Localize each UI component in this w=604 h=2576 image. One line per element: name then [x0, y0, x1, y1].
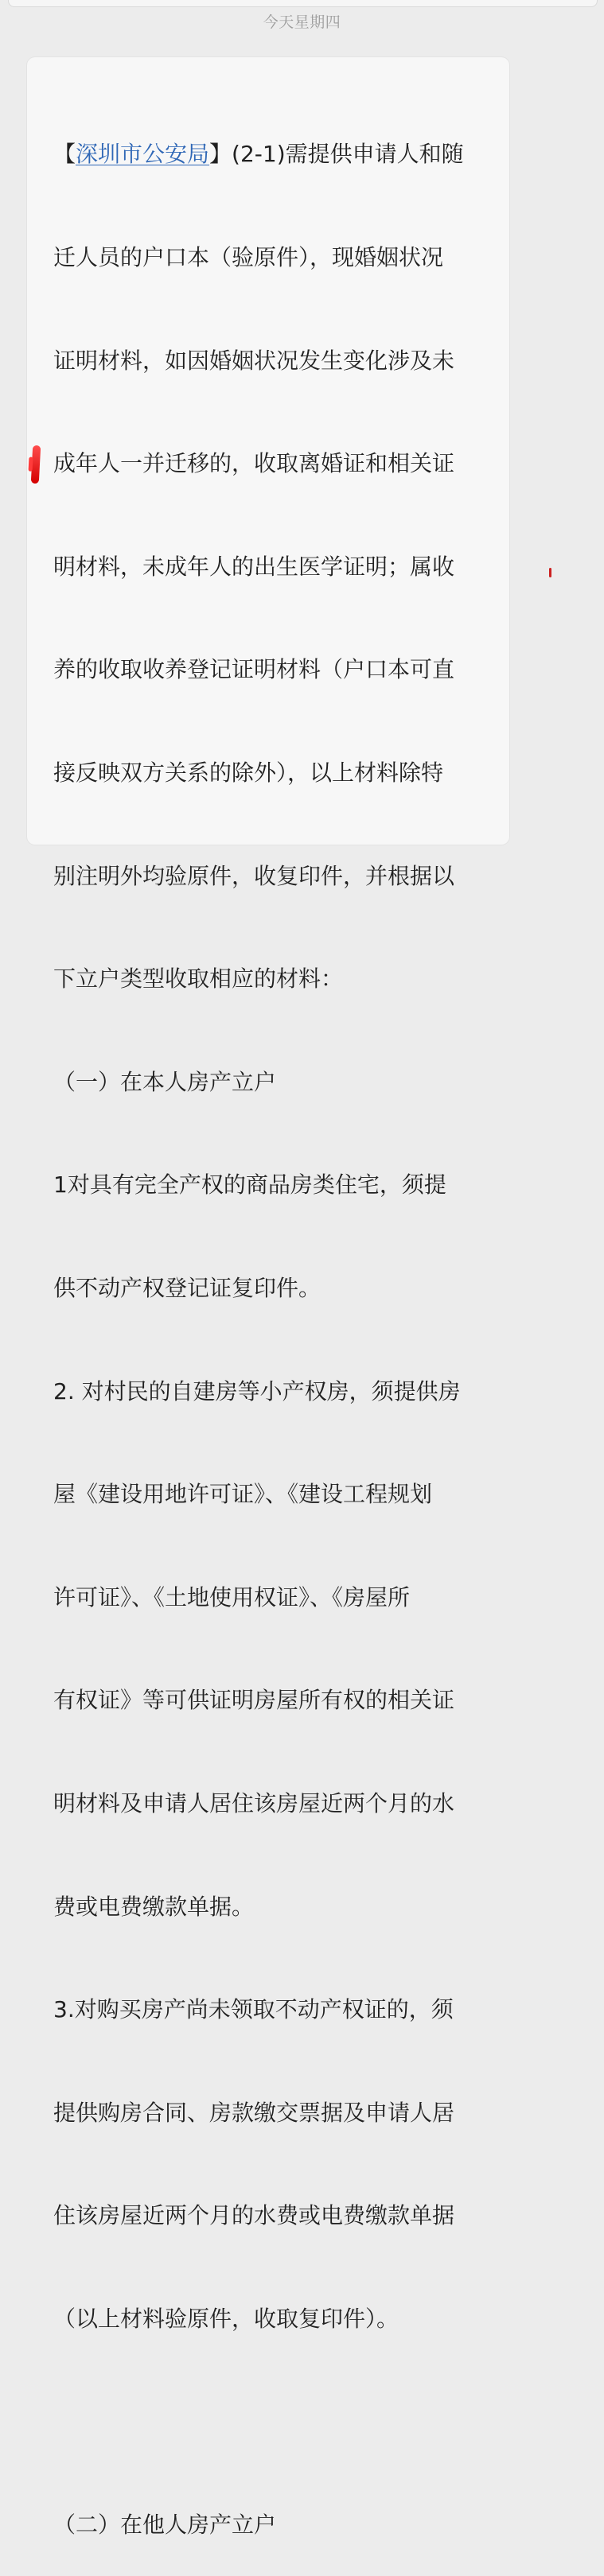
message-line-1 [53, 137, 499, 171]
day-label: 今天星期四 [263, 14, 341, 31]
message-line: 3.对购买房产尚未领取不动产权证的，须 [53, 1996, 454, 2023]
message-line: 明材料及申请人居住该房屋近两个月的水 [53, 1789, 455, 1816]
message-line: 提供购房合同、房款缴交票据及申请人居 [53, 2099, 455, 2126]
sender-close-bracket: 】 [209, 141, 232, 168]
message-line: 供不动产权登记证复印件。 [53, 1274, 321, 1301]
sender-link[interactable]: 深圳市公安局 [76, 141, 210, 168]
top-bar [0, 0, 604, 8]
message-line: 迁人员的户口本（验原件），现婚姻状况 [53, 244, 444, 270]
message-line: 费或电费缴款单据。 [53, 1893, 255, 1920]
message-line: 接反映双方关系的除外），以上材料除特 [53, 759, 444, 786]
message-line: 成年人一并迁移的，收取离婚证和相关证 [53, 450, 455, 477]
message-line: 明材料，未成年人的出生医学证明；属收 [53, 553, 455, 580]
message-line: 养的收取收养登记证明材料（户口本可直 [53, 656, 455, 683]
red-dot-mark [549, 568, 551, 577]
message-text [53, 68, 499, 2576]
section-heading-other-property: （二）在他人房产立户 [53, 2512, 277, 2539]
message-line: 下立户类型收取相应的材料： [53, 966, 344, 993]
message-blank-line [53, 2404, 499, 2438]
message-line: 2. 对村民的自建房等小产权房，须提供房 [53, 1377, 461, 1405]
message-line: 证明材料，如因婚姻状况发生变化涉及未 [53, 347, 455, 374]
top-input-card-edge [8, 0, 598, 7]
message-line: 别注明外均验原件，收复印件，并根据以 [53, 862, 455, 889]
section-heading-own-property: （一）在本人房产立户 [53, 1068, 277, 1095]
message-line: 住该房屋近两个月的水费或电费缴款单据 [53, 2202, 455, 2229]
message-line: 屋《建设用地许可证》、《建设工程规划 [53, 1481, 433, 1508]
message-line-text: (2-1)需提供申请人和随 [232, 141, 464, 168]
message-line: 许可证》、《土地使用权证》、《房屋所 [53, 1583, 411, 1610]
message-line: 有权证》等可供证明房屋所有权的相关证 [53, 1687, 455, 1714]
message-line: （以上材料验原件，收取复印件）。 [53, 2305, 399, 2332]
message-line: 1对具有完全产权的商品房类住宅，须提 [53, 1171, 446, 1199]
sender-open-bracket: 【 [53, 141, 76, 168]
